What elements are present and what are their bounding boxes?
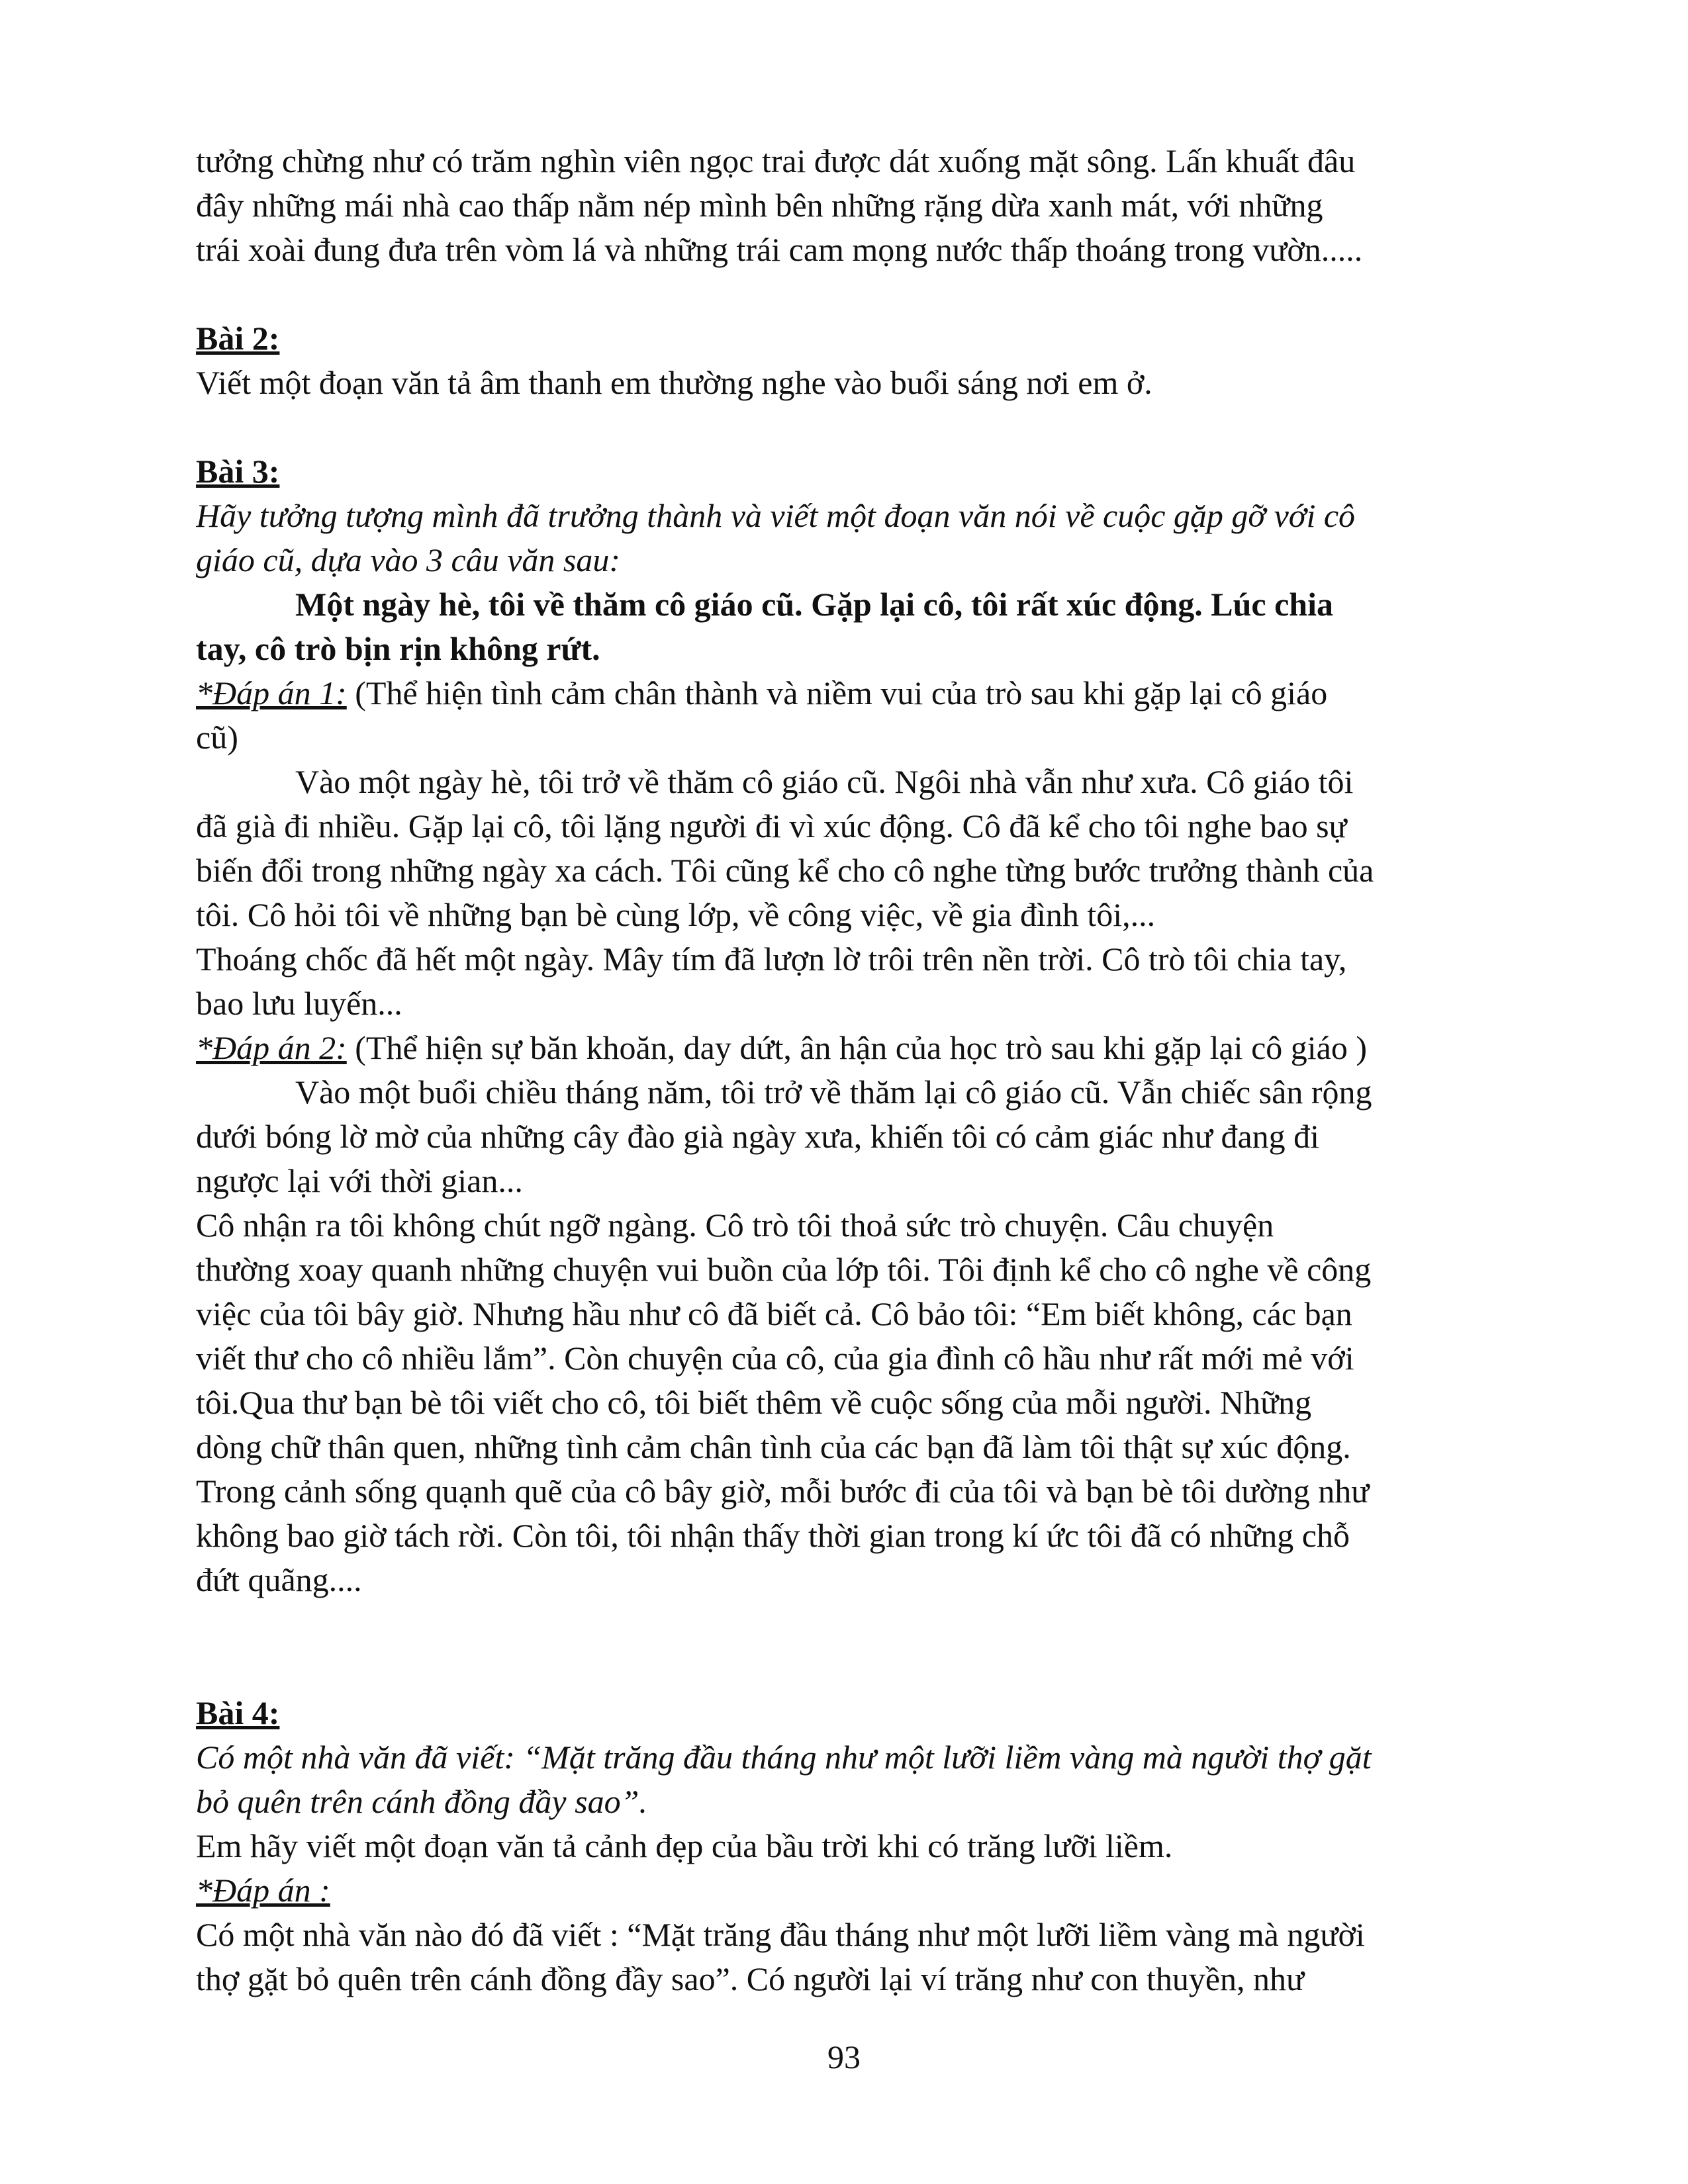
answer-1-note: (Thể hiện tình cảm chân thành và niềm vui của trò sau khi gặp lại cô giáo [346, 674, 1328, 711]
answer-2-line: Vào một buổi chiều tháng năm, tôi trở về thăm lại cô giáo cũ. Vẫn chiếc sân rộng [295, 1073, 1372, 1111]
exercise-4-heading: Bài 4: [196, 1694, 280, 1731]
spacer [196, 272, 1523, 316]
answer-2-line: Cô nhận ra tôi không chút ngỡ ngàng. Cô trò tôi thoả sức trò chuyện. Câu chuyện [196, 1206, 1274, 1244]
exercise-3-heading: Bài 3: [196, 453, 280, 490]
exercise-4-prompt-line: bỏ quên trên cánh đồng đầy sao”. [196, 1783, 647, 1820]
answer-2-line: dòng chữ thân quen, những tình cảm chân tình của các bạn đã làm tôi thật sự xúc động. [196, 1428, 1351, 1465]
text-line: trái xoài đung đưa trên vòm lá và những trái cam mọng nước thấp thoáng trong vườn..... [196, 231, 1363, 268]
exercise-3 [196, 449, 1523, 1602]
answer-2-line: viết thư cho cô nhiều lắm”. Còn chuyện của cô, của gia đình cô hầu như rất mới mẻ với [196, 1340, 1354, 1377]
answer-2-header [196, 1026, 1523, 1070]
answer-1-line: Thoáng chốc đã hết một ngày. Mây tím đã lượn lờ trôi trên nền trời. Cô trò tôi chia tay, [196, 940, 1347, 978]
exercise-4-answer-line: thợ gặt bỏ quên trên cánh đồng đầy sao”. Có người lại ví trăng như con thuyền, như [196, 1960, 1305, 1997]
answer-1-line: đã già đi nhiều. Gặp lại cô, tôi lặng người đi vì xúc động. Cô đã kể cho tôi nghe bao sự [196, 807, 1347, 844]
exercise-4-prompt-line: Có một nhà văn đã viết: “Mặt trăng đầu tháng như một lưỡi liềm vàng mà người thợ gặt [196, 1739, 1372, 1776]
answer-2-line: ngược lại với thời gian... [196, 1162, 523, 1199]
intro-paragraph [196, 139, 1523, 272]
exercise-4-answer-label: *Đáp án : [196, 1872, 330, 1909]
answer-2-label: *Đáp án 2: [196, 1029, 347, 1066]
answer-1-note-cont: cũ) [196, 719, 238, 756]
answer-2-line: việc của tôi bây giờ. Nhưng hầu như cô đã biết cả. Cô bảo tôi: “Em biết không, các bạn [196, 1295, 1352, 1332]
answer-1-label: *Đáp án 1: [196, 674, 347, 711]
text-line: tưởng chừng như có trăm nghìn viên ngọc trai được dát xuống mặt sông. Lấn khuất đâu [196, 142, 1356, 179]
answer-1-line: Vào một ngày hè, tôi trở về thăm cô giáo cũ. Ngôi nhà vẫn như xưa. Cô giáo tôi [295, 763, 1354, 800]
exercise-2-heading: Bài 2: [196, 320, 280, 357]
exercise-2-task: Viết một đoạn văn tả âm thanh em thường nghe vào buổi sáng nơi em ở. [196, 364, 1152, 401]
answer-2-line: dưới bóng lờ mờ của những cây đào già ngày xưa, khiến tôi có cảm giác như đang đi [196, 1118, 1320, 1155]
exercise-4-answer-line: Có một nhà văn nào đó đã viết : “Mặt trăng đầu tháng như một lưỡi liềm vàng mà người [196, 1916, 1365, 1953]
exercise-3-prompt-line: Hãy tưởng tượng mình đã trưởng thành và viết một đoạn văn nói về cuộc gặp gỡ với cô [196, 497, 1356, 534]
given-sentences-line: tay, cô trò bịn rịn không rứt. [196, 630, 600, 667]
answer-1-line: tôi. Cô hỏi tôi về những bạn bè cùng lớp, về công việc, về gia đình tôi,... [196, 896, 1156, 933]
page-number: 93 [827, 2038, 861, 2075]
answer-2-line: thường xoay quanh những chuyện vui buồn của lớp tôi. Tôi định kể cho cô nghe về công [196, 1251, 1372, 1288]
answer-2-line: tôi.Qua thư bạn bè tôi viết cho cô, tôi biết thêm về cuộc sống của mỗi người. Những [196, 1384, 1312, 1421]
answer-1-line: bao lưu luyến... [196, 985, 402, 1022]
spacer [196, 405, 1523, 449]
given-sentences-line: Một ngày hè, tôi về thăm cô giáo cũ. Gặp lại cô, tôi rất xúc động. Lúc chia [295, 586, 1333, 623]
exercise-4 [196, 1691, 1523, 2001]
exercise-4-task: Em hãy viết một đoạn văn tả cảnh đẹp của bầu trời khi có trăng lưỡi liềm. [196, 1827, 1173, 1864]
text-line: đây những mái nhà cao thấp nằm nép mình bên những rặng dừa xanh mát, với những [196, 187, 1323, 224]
answer-1-header [196, 671, 1523, 715]
spacer [196, 1602, 1523, 1691]
exercise-3-prompt-line: giáo cũ, dựa vào 3 câu văn sau: [196, 541, 621, 578]
answer-2-line: Trong cảnh sống quạnh quẽ của cô bây giờ, mỗi bước đi của tôi và bạn bè tôi dường như [196, 1473, 1370, 1510]
answer-1-line: biến đổi trong những ngày xa cách. Tôi cũng kể cho cô nghe từng bước trưởng thành của [196, 852, 1374, 889]
exercise-2 [196, 316, 1523, 405]
answer-2-note: (Thể hiện sự băn khoăn, day dứt, ân hận của học trò sau khi gặp lại cô giáo ) [346, 1029, 1368, 1066]
answer-2-line: đứt quãng.... [196, 1561, 362, 1598]
answer-2-line: không bao giờ tách rời. Còn tôi, tôi nhận thấy thời gian trong kí ức tôi đã có những chỗ [196, 1517, 1350, 1554]
